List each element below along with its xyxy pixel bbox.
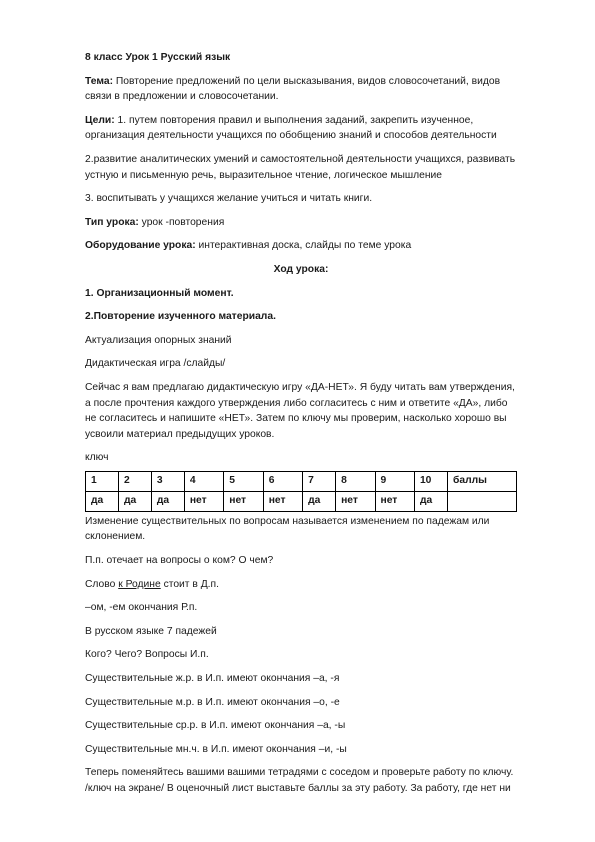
- goal-2: 2.развитие аналитических умений и самостоятельной деятельности учащихся, развивать устную и письменную речь, выразительное чтение, логическое мышление: [85, 153, 516, 181]
- statement-3-underlined: к Родине: [118, 578, 161, 590]
- course-heading: Ход урока:: [273, 263, 329, 275]
- key-answer: да: [414, 491, 447, 511]
- topic-label: Тема:: [85, 75, 114, 87]
- key-answer: да: [151, 491, 184, 511]
- key-answer: да: [86, 491, 119, 511]
- key-number: 8: [336, 471, 375, 491]
- document-body: [85, 50, 517, 805]
- key-score-header: баллы: [448, 471, 517, 491]
- equipment: [85, 238, 517, 254]
- statement-1: Изменение существительных по вопросам называется изменением по падежам или склонением.: [85, 515, 490, 543]
- lesson-type: [85, 215, 517, 231]
- statement-7: Существительные ж.р. в И.п. имеют окончания –а, -я: [85, 673, 340, 685]
- key-number: 1: [86, 471, 119, 491]
- key-number: 6: [263, 471, 302, 491]
- key-answer: да: [303, 491, 336, 511]
- key-number: 7: [303, 471, 336, 491]
- key-label: ключ: [85, 452, 109, 464]
- key-number: 9: [375, 471, 414, 491]
- statement-9: Существительные ср.р. в И.п. имеют окончания –а, -ы: [85, 720, 346, 732]
- game-intro: Сейчас я вам предлагаю дидактическую игру «ДА-НЕТ». Я буду читать вам утверждения, а после прочтения каждого утверждения либо согласитесь с ним и ответите «ДА», либо не согласитесь и напишите «НЕТ». Затем по ключу мы проверим, насколько хорошо вы усвоили материал предыдущих уроков.: [85, 381, 515, 440]
- key-number: 4: [184, 471, 223, 491]
- page-title: 8 класс Урок 1 Русский язык: [85, 52, 231, 63]
- table-row: [86, 471, 517, 491]
- key-answer: нет: [375, 491, 414, 511]
- goals-paragraph: [85, 113, 517, 144]
- statement-3-post: стоит в Д.п.: [160, 578, 219, 590]
- topic-paragraph: [85, 74, 517, 105]
- key-number: 10: [414, 471, 447, 491]
- key-score-cell: [448, 491, 517, 511]
- statement-10: Существительные мн.ч. в И.п. имеют окончания –и, -ы: [85, 743, 347, 755]
- step-1: 1. Организационный момент.: [85, 287, 234, 299]
- table-row: [86, 491, 517, 511]
- statement-3-pre: Слово: [85, 578, 119, 590]
- lesson-type-label: Тип урока:: [85, 216, 139, 228]
- key-number: 3: [151, 471, 184, 491]
- statement-3: [85, 577, 517, 593]
- equipment-text: интерактивная доска, слайды по теме урока: [195, 240, 412, 252]
- topic-text: Повторение предложений по цели высказывания, видов словосочетаний, видов связи в предложении и словосочетании.: [85, 75, 501, 103]
- closing-instructions: Теперь поменяйтесь вашими вашими тетрадями с соседом и проверьте работу по ключу. /ключ на экране/ В оценочный лист выставьте баллы за эту работу. За работу, где нет ни: [85, 767, 514, 794]
- equipment-label: Оборудование урока:: [85, 240, 196, 252]
- key-answer: нет: [263, 491, 302, 511]
- key-answer: нет: [336, 491, 375, 511]
- statement-8: Существительные м.р. в И.п. имеют окончания –о, -е: [85, 696, 340, 708]
- key-answer: нет: [224, 491, 263, 511]
- goals-label: Цели:: [85, 114, 115, 126]
- step-2: 2.Повторение изученного материала.: [85, 311, 276, 323]
- actualization: Актуализация опорных знаний: [85, 334, 232, 346]
- answer-key-table: [85, 471, 517, 512]
- statement-6: Кого? Чего? Вопросы И.п.: [85, 649, 209, 661]
- key-number: 2: [118, 471, 151, 491]
- goal-3: 3. воспитывать у учащихся желание учиться и читать книги.: [85, 193, 373, 205]
- key-number: 5: [224, 471, 263, 491]
- game-title: Дидактическая игра /слайды/: [85, 358, 226, 370]
- lesson-type-text: урок -повторения: [138, 216, 225, 228]
- statement-2: П.п. отечает на вопросы о ком? О чем?: [85, 555, 274, 567]
- statement-5: В русском языке 7 падежей: [85, 625, 217, 637]
- statement-4: –ом, -ем окончания Р.п.: [85, 602, 198, 614]
- goals-text: 1. путем повторения правил и выполнения заданий, закрепить изученное, организация деятельности учащихся по обобщению знаний и способов деятельности: [85, 114, 497, 142]
- key-answer: нет: [184, 491, 223, 511]
- key-answer: да: [118, 491, 151, 511]
